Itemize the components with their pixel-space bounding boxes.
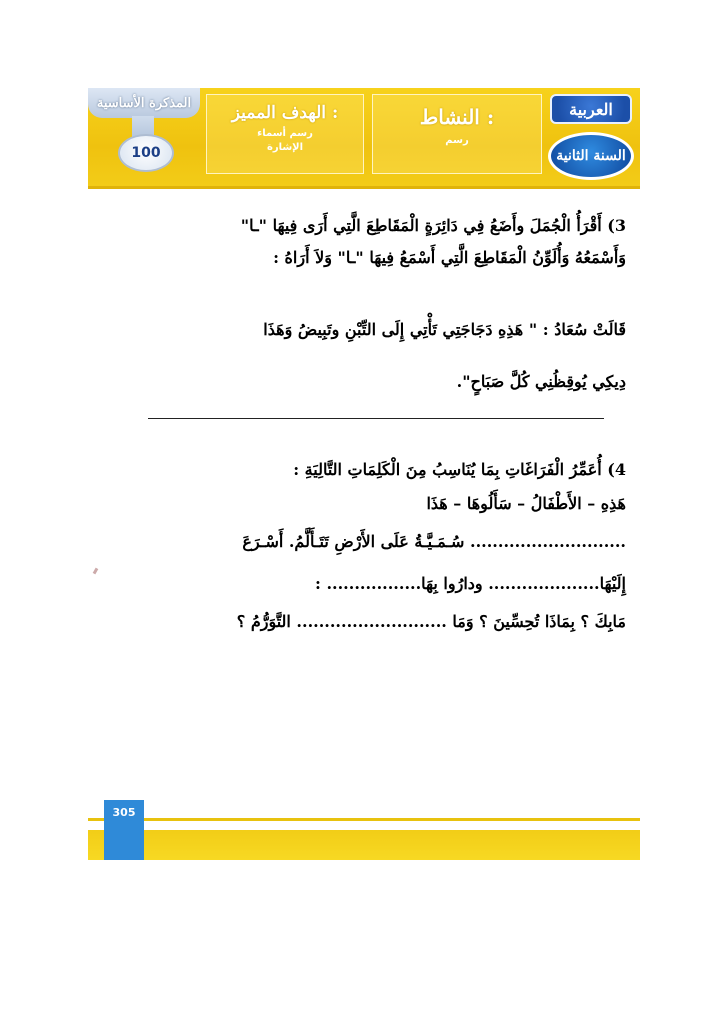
exercise3-text-line1: قَالَتْ سُعَادُ : " هَذِهِ دَجَاجَتِي تَأْتِي إِلَى التِّبْنِ وتَبِيضُ وَهَذَا — [263, 320, 626, 339]
activity-value: رسم — [445, 135, 469, 146]
notes-label: المذكرة الأساسية — [88, 88, 200, 118]
subject-badge: العربية — [550, 94, 632, 124]
exercise4-instruction: 4) أُعَمِّرُ الْفَرَاغَاتِ بِمَا يُنَاسِبُ مِنَ الْكَلِمَاتِ التَّالِيَةِ : — [293, 460, 626, 479]
goal-title: الهدف المميز : — [231, 103, 339, 123]
year-badge: السنة الثانية — [548, 132, 634, 180]
goal-box — [206, 94, 364, 174]
footer-line — [88, 818, 640, 821]
footer-band — [88, 830, 640, 860]
exercise3-instruction-line1: 3) أَقْرَأُ الْجُمَلَ وأَضَعُ فِي دَائِرَةٍ الْمَقَاطِعَ الَّتِي أَرَى فِيهَا "ـا" — [240, 216, 626, 235]
goal-line-1: رسم أسماء — [257, 128, 313, 139]
activity-box — [372, 94, 542, 174]
goal-line-2: الإشارة — [266, 142, 304, 153]
exercise4-sentence-3: مَابِكَ ؟ بِمَاذَا تُحِسِّينَ ؟ وَمَا ........................... التَّوَرُّمُ ؟ — [236, 612, 626, 631]
stray-mark — [93, 568, 99, 575]
page-code-badge: 100 — [118, 134, 174, 172]
exercise4-sentence-2: إِلَيْهَا.................... ودارُوا بِهَا................. : — [314, 574, 626, 593]
exercise4-word-bank: هَذِهِ – الأَطْفَالُ – سَأَلُوهَا – هَذَا — [426, 494, 626, 513]
section-divider — [148, 418, 604, 419]
exercise3-instruction-line2: وَأَسْمَعُهُ وَأُلَوِّنُ الْمَقَاطِعَ الَّتِي أَسْمَعُ فِيهَا "ـا" وَلاَ أَرَاهُ : — [273, 248, 626, 267]
header-band — [88, 88, 640, 186]
worksheet-page — [88, 88, 640, 864]
exercise3-text-line2: دِيكِي يُوقِظُنِي كُلَّ صَبَاحٍ". — [456, 372, 626, 391]
activity-title: النشاط : — [419, 105, 495, 129]
exercise4-sentence-1: ............................ سُـمَـيَّـةُ عَلَى الأَرْضِ تَتَـأَلَّمُ. أَسْـرَعَ — [242, 532, 626, 551]
header-divider — [88, 186, 640, 189]
page-number: 305 — [104, 800, 144, 860]
